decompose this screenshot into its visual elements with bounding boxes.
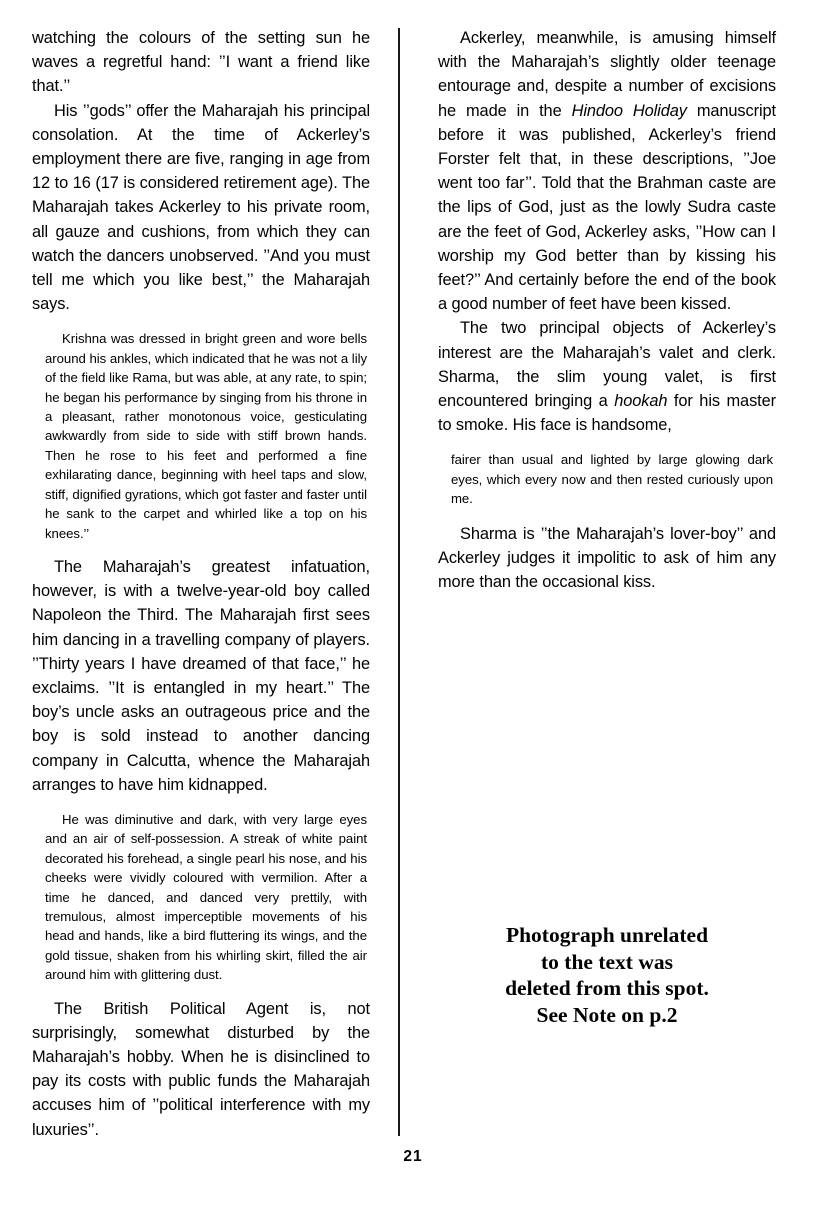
column-divider-rule	[398, 28, 400, 1136]
paragraph-text-part: for his master to smoke. His face is handsome,	[438, 392, 776, 435]
paragraph-text-part: manuscript before it was published, Ackerley’s friend Forster felt that, in these descriptions, ’’Joe went too far’’. Told that the Brahman caste are the lips of God, just as the lowly Sudra caste are the feet of God, Ackerley asks, ’’How can I worship my God better than by kissing his feet?’’ And certainly before the end of the book a good number of feet have been kissed.	[438, 101, 776, 314]
right-text-column	[438, 26, 776, 594]
photo-note-line: Photograph unrelated	[505, 923, 709, 947]
block-quote	[438, 450, 776, 508]
photo-removal-note	[438, 922, 776, 1028]
paragraph	[438, 26, 776, 316]
paragraph-text-part: The two principal objects of Ackerley’s interest are the Maharajah’s valet and clerk. Sharma, the slim young valet, is first encountered bringing a	[438, 319, 776, 411]
paragraph-text-part: Ackerley, meanwhile, is amusing himself with the Maharajah’s slightly older teenage entourage and, despite a number of excisions he made in the	[438, 29, 776, 120]
block-quote	[32, 329, 370, 542]
photo-note-line: See Note on p.2	[536, 1002, 678, 1027]
photo-note-line: deleted from this spot.	[505, 976, 709, 1000]
paragraph: watching the colours of the setting sun he waves a regretful hand: ’’I want a friend like that.’’	[32, 29, 370, 96]
photo-note-line: to the text was	[541, 949, 673, 974]
paragraph: His ’’gods’’ offer the Maharajah his principal consolation. At the time of Ackerley’s employment there are five, ranging in age from 12 to 16 (17 is considered retirement age). The Maharajah takes Ackerley to his private room, all gauze and cushions, from which they can watch the dancers unobserved. ’’And you must tell me which you like best,’’ the Maharajah says.	[32, 101, 370, 314]
block-quote-text: fairer than usual and lighted by large glowing dark eyes, which every now and then rested curiously upon me.	[451, 452, 773, 507]
left-text-column	[32, 26, 370, 1142]
paragraph: Sharma is ’’the Maharajah’s lover-boy’’ and Ackerley judges it impolitic to ask of him any more than the occasional kiss.	[438, 524, 776, 592]
block-quote-text: He was diminutive and dark, with very large eyes and an air of self-possession. A streak of white paint decorated his forehead, a single pearl his nose, and his cheeks were vividly coloured with vermilion. After a time he danced, and danced very prettily, with tremulous, almost imperceptible movements of his head and hands, like a bird fluttering its wings, and the gold tissue, shaken from his whirling skirt, filled the air around him with glittering dust.	[45, 811, 367, 983]
paragraph: The British Political Agent is, not surprisingly, somewhat disturbed by the Maharajah’s hobby. When he is disinclined to pay its costs with public funds the Maharajah accuses him of ’’political interference with my luxuries’’.	[32, 999, 370, 1139]
block-quote-text: Krishna was dressed in bright green and wore bells around his ankles, which indicated that he was not a lily of the field like Rama, but was able, at any rate, to spin; he began his performance by singing from his throne in a pleasant, rather monotonous voice, gesticulating awkwardly from side to side with stiff brown hands. Then he rose to his feet and performed a fine exhilarating dance, beginning with heel taps and slow, stiff, dignified gyrations, which got faster and faster until he sank to the carpet and whirled like a top on his knees.’’	[45, 331, 367, 541]
book-title-italic: Hindoo Holiday	[571, 101, 687, 120]
foreign-word-italic: hookah	[614, 392, 668, 411]
paragraph: The Maharajah’s greatest infatuation, however, is with a twelve-year-old boy called Napoleon the Third. The Maharajah first sees him dancing in a travelling company of players. ’’Thirty years I have dreamed of that face,’’ he exclaims. ’’It is entangled in my heart.’’ The boy’s uncle asks an outrageous price and the boy is sold instead to another dancing company in Calcutta, whence the Maharajah arranges to have him kidnapped.	[32, 557, 370, 794]
page-number: 21	[403, 1148, 423, 1165]
paragraph	[438, 316, 776, 437]
block-quote	[32, 810, 370, 985]
